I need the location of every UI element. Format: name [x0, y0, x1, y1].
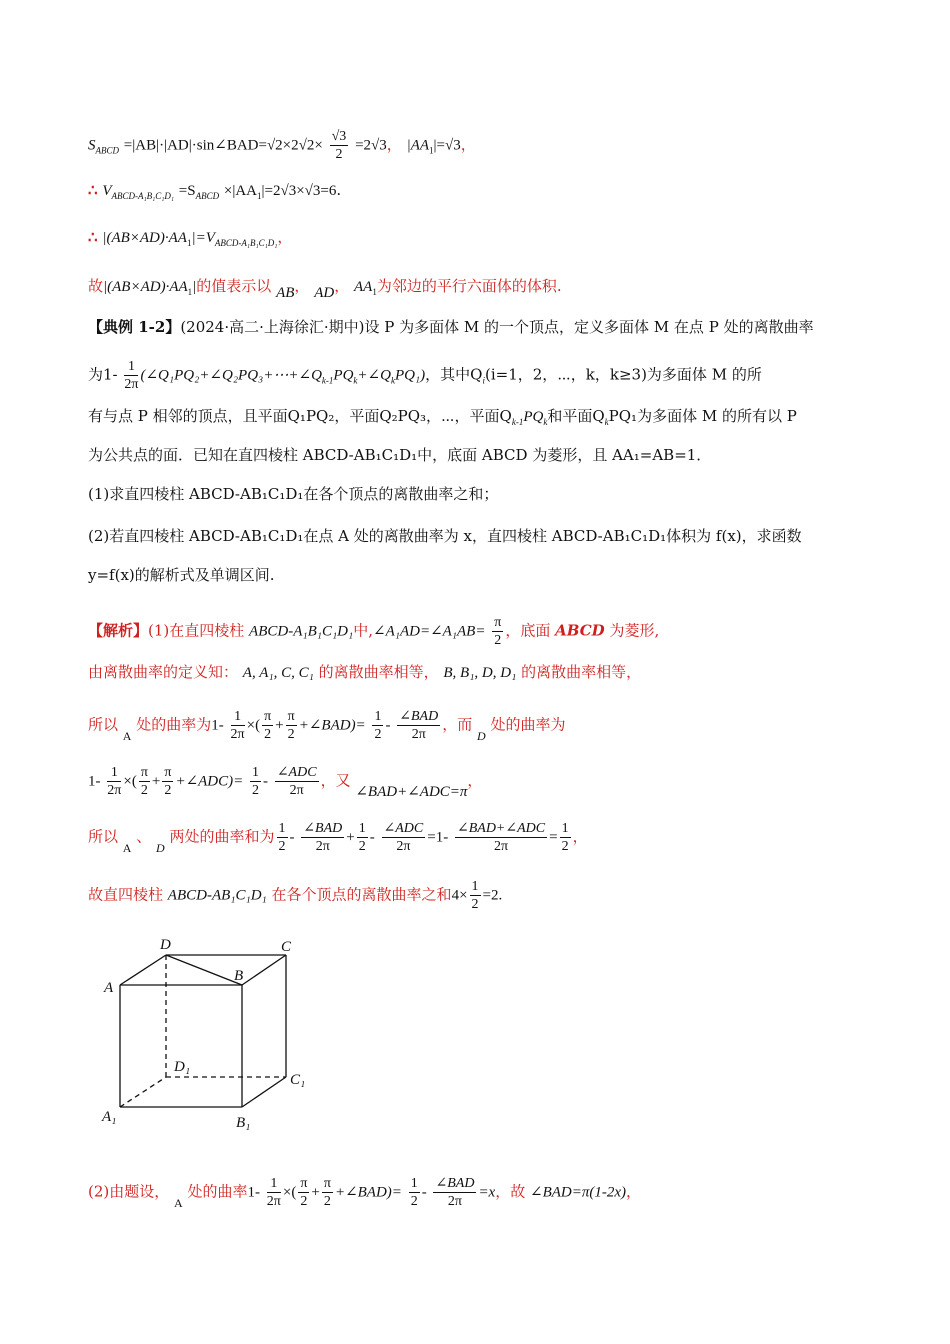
- solution-line-1: 【解析】(1)在直四棱柱 ABCD-A₁B₁C₁D₁中,∠A₁AD=∠A₁AB= $\frac{\pi}{2}$ ，底面 ABCD 为菱形,: [88, 615, 660, 648]
- example-line-4: 为公共点的面．已知在直四棱柱 ABCD-AB₁C₁D₁中，底面 ABCD 为菱形，且 AA₁=AB=1．: [88, 446, 712, 464]
- solution-line-6: 故直四棱柱 ABCD-AB₁C₁D₁ 在各个顶点的离散曲率之和4× $\frac{1}{2}$ =2.: [88, 879, 503, 912]
- solution-line-5: 所以 $_A$ 、 $_D$ 两处的曲率和为 $\frac{1}{2}$ - $\frac{\text{∠BAD}}{2\pi}$ + $\frac{1}{2}$ - $\frac{\text{∠ADC}}{2\pi}$ =1- $\frac{\text{∠BAD+∠ADC}}{2\pi}$ = $\frac{1}{2}$ ，: [88, 821, 588, 855]
- equation-line: ∴ $|(AB\times AD)\cdot AA_1|=V_{ABCD-A_1B_1C_1D_1}$，: [88, 228, 293, 248]
- conclusion-line: 故$|(AB\times AD)\cdot AA_1|$的值表示以 AB， AD， $AA_1$为邻边的平行六面体的体积.: [88, 277, 562, 301]
- label-d: D: [160, 937, 171, 953]
- solution-line-4: 1- $\frac{1}{2\pi}$ ×( $\frac{\pi}{2}$ + $\frac{\pi}{2}$ +∠ADC)= $\frac{1}{2}$ - $\frac{\text{∠ADC}}{2\pi}$ ，又 ∠BAD+∠ADC=π，: [88, 765, 483, 800]
- area-line: $S_{ABCD}$ =|AB|·|AD|·sin∠BAD=√2×2√2× $\frac{√3}{2}$ =2√3， $|AA_1|=√3$，: [88, 129, 476, 162]
- label-d1: D₁: [174, 1059, 191, 1075]
- label-b1: B₁: [236, 1115, 251, 1131]
- part2-line: (2)由题设， $_A$ 处的曲率1- $\frac{1}{2\pi}$ ×( $\frac{\pi}{2}$ + $\frac{\pi}{2}$ +∠BAD)= $\frac{1}{2}$ - $\frac{\text{∠BAD}}{2\pi}$ =x，故 ∠BAD=π(1-2x)，: [88, 1176, 642, 1210]
- example-heading: 【典例 1-2】(2024·高二·上海徐汇·期中)设 P 为多面体 M 的一个顶点，定义多面体 M 在点 P 处的离散曲率: [88, 318, 814, 336]
- edge-bc: [242, 955, 286, 985]
- frac-sqrt3-over-2: $\frac{√3}{2}$: [331, 129, 347, 162]
- question-2-cont: y=f(x)的解析式及单调区间.: [88, 566, 275, 584]
- label-c1: C₁: [290, 1072, 306, 1088]
- label-a: A: [104, 980, 114, 996]
- example-line-3: 有与点 P 相邻的顶点，且平面Q₁PQ₂，平面Q₂PQ₃，⋯，平面$Q_{k-1}PQ_k$和平面$Q_kPQ_1$为多面体 M 的所有以 P: [88, 407, 797, 427]
- edge-ad: [120, 955, 166, 985]
- edge-b1c1: [242, 1077, 286, 1107]
- diagonal-db: [166, 955, 242, 985]
- label-c: C: [281, 939, 292, 955]
- solution-line-2: 由离散曲率的定义知： A, A₁, C, C₁ 的离散曲率相等， B, B₁, D, D₁ 的离散曲率相等，: [88, 663, 642, 681]
- label-b: B: [234, 968, 244, 984]
- example-line-2: 为1- $\frac{1}{2\pi}$ $(\angle Q_1PQ_2+\angle Q_2PQ_3+\cdots+\angle Q_{k-1}PQ_k+\angle Q_kPQ_1)$，其中$Q_i(i=1$，2，⋯，k，k≥3)为多面体 M 的所: [88, 359, 762, 392]
- question-1: (1)求直四棱柱 ABCD-AB₁C₁D₁在各个顶点的离散曲率之和；: [88, 485, 499, 503]
- question-2: (2)若直四棱柱 ABCD-AB₁C₁D₁在点 A 处的离散曲率为 x，直四棱柱 ABCD-AB₁C₁D₁体积为 f(x)，求函数: [88, 527, 802, 545]
- label-a1: A₁: [102, 1109, 117, 1125]
- prism-figure: [98, 935, 328, 1135]
- solution-line-3: 所以 $_A$ 处的曲率为1- $\frac{1}{2\pi}$ ×( $\frac{\pi}{2}$ + $\frac{\pi}{2}$ +∠BAD)= $\frac{1}{2}$ - $\frac{\text{∠BAD}}{2\pi}$ ，而 $_D$ 处的曲率为: [88, 709, 566, 743]
- volume-line: ∴ $V_{ABCD-A_1B_1C_1D_1} =S_{ABCD} \times|AA_1|=2√3\times√3=6$.: [88, 181, 342, 201]
- edge-a1d1-hidden: [120, 1077, 166, 1107]
